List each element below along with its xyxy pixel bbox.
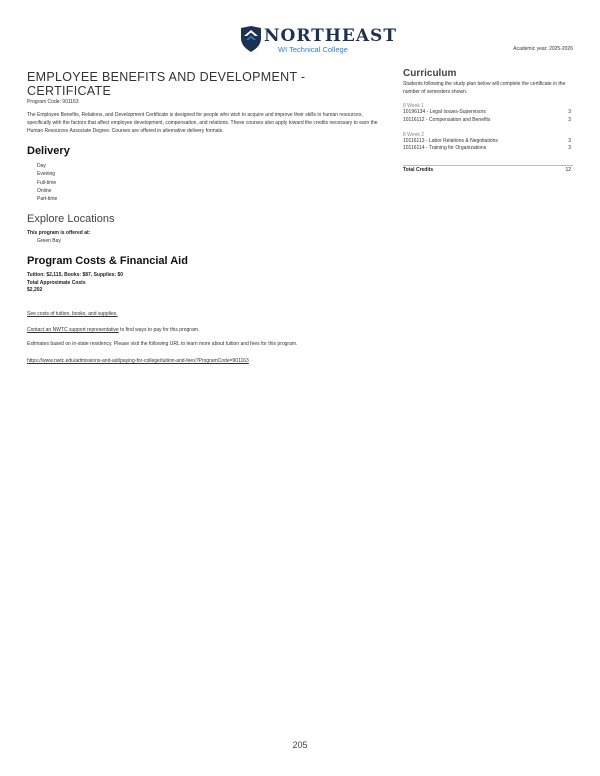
course-name: 10116112 - Compensation and Benefits <box>403 116 491 123</box>
program-details <box>27 70 385 367</box>
course-credits: 3 <box>568 137 571 144</box>
locations-heading: Explore Locations <box>27 212 115 225</box>
total-credits-row <box>403 165 573 173</box>
delivery-heading: Delivery <box>27 145 70 158</box>
logo-subtitle: WI Technical College <box>278 45 348 54</box>
course-row <box>403 145 573 153</box>
curriculum-panel <box>403 68 573 173</box>
week-label: 8 Week 2 <box>403 131 425 138</box>
course-name: 10196134 - Legal Issues-Supervisors <box>403 109 486 115</box>
estimate-text: Estimates based on in-state residency. Please visit the following URL to learn more about tuition and fees for this program. <box>27 341 298 348</box>
list-item: Full-time <box>37 179 57 186</box>
course-row <box>403 138 573 146</box>
course-row <box>403 117 573 125</box>
contact-support-link[interactable]: Contact an NWTC support representative <box>27 326 119 333</box>
course-name: 10116114 - Training for Organizations <box>403 145 487 152</box>
college-logo <box>240 26 397 56</box>
total-credits-value: 12 <box>565 167 571 174</box>
delivery-list <box>27 162 385 202</box>
page-number: 205 <box>292 740 308 750</box>
total-credits-label: Total Credits <box>403 167 434 174</box>
tuition-url-link[interactable]: https://www.nwtc.edu/admissions-and-aid/paying-for-college/tuition-and-fees?ProgramCode=901163 <box>27 357 249 364</box>
curriculum-intro: Students following the study plan below will complete the certificate in the number of semesters shown. <box>403 81 566 95</box>
locations-list <box>27 237 385 245</box>
program-description: The Employee Benefits, Relations, and Development Certificate is designed for people who wish to acquire and improve their skills in human resources, specifically with the factors that affect employee development, compensation, and relations. These courses also apply toward the credits necessary to earn the Human Resources Associate Degree. Courses are offered in alternative delivery formats. <box>27 112 378 134</box>
costs-heading: Program Costs & Financial Aid <box>27 255 188 268</box>
course-credits: 3 <box>568 116 571 123</box>
list-item: Part-time <box>37 195 58 202</box>
tuition-line: Tuition: $2,115, Books: $87, Supplies: $0 <box>27 272 124 279</box>
title-line-2: CERTIFICATE <box>27 84 112 98</box>
list-item: Day <box>37 163 46 170</box>
program-code: Program Code: 901163 <box>27 99 79 105</box>
course-credits: 3 <box>568 109 571 115</box>
course-credits: 3 <box>568 145 571 152</box>
academic-year: Academic year: 2025-2026 <box>513 46 573 52</box>
logo-name: NORTHEAST <box>264 26 397 46</box>
offered-at-label: This program is offered at: <box>27 229 91 236</box>
total-cost-label: Total Approximate Costs <box>27 279 86 286</box>
contact-text: to find ways to pay for this program. <box>118 326 200 333</box>
curriculum-heading: Curriculum <box>403 68 457 79</box>
course-name: 10116113 - Labor Relations & Negotiations <box>403 137 498 144</box>
shield-icon <box>240 26 262 52</box>
page-title <box>27 70 385 98</box>
title-line-1: EMPLOYEE BENEFITS AND DEVELOPMENT - <box>27 70 306 84</box>
see-costs-link[interactable]: See costs of tuition, books, and supplies. <box>27 310 118 317</box>
list-item: Evening <box>37 171 56 178</box>
total-cost-value: $2,202 <box>27 287 43 294</box>
week-label: 8 Week 1 <box>403 103 425 109</box>
list-item: Online <box>37 187 52 194</box>
location-item: Green Bay <box>37 238 61 245</box>
course-row <box>403 109 573 117</box>
